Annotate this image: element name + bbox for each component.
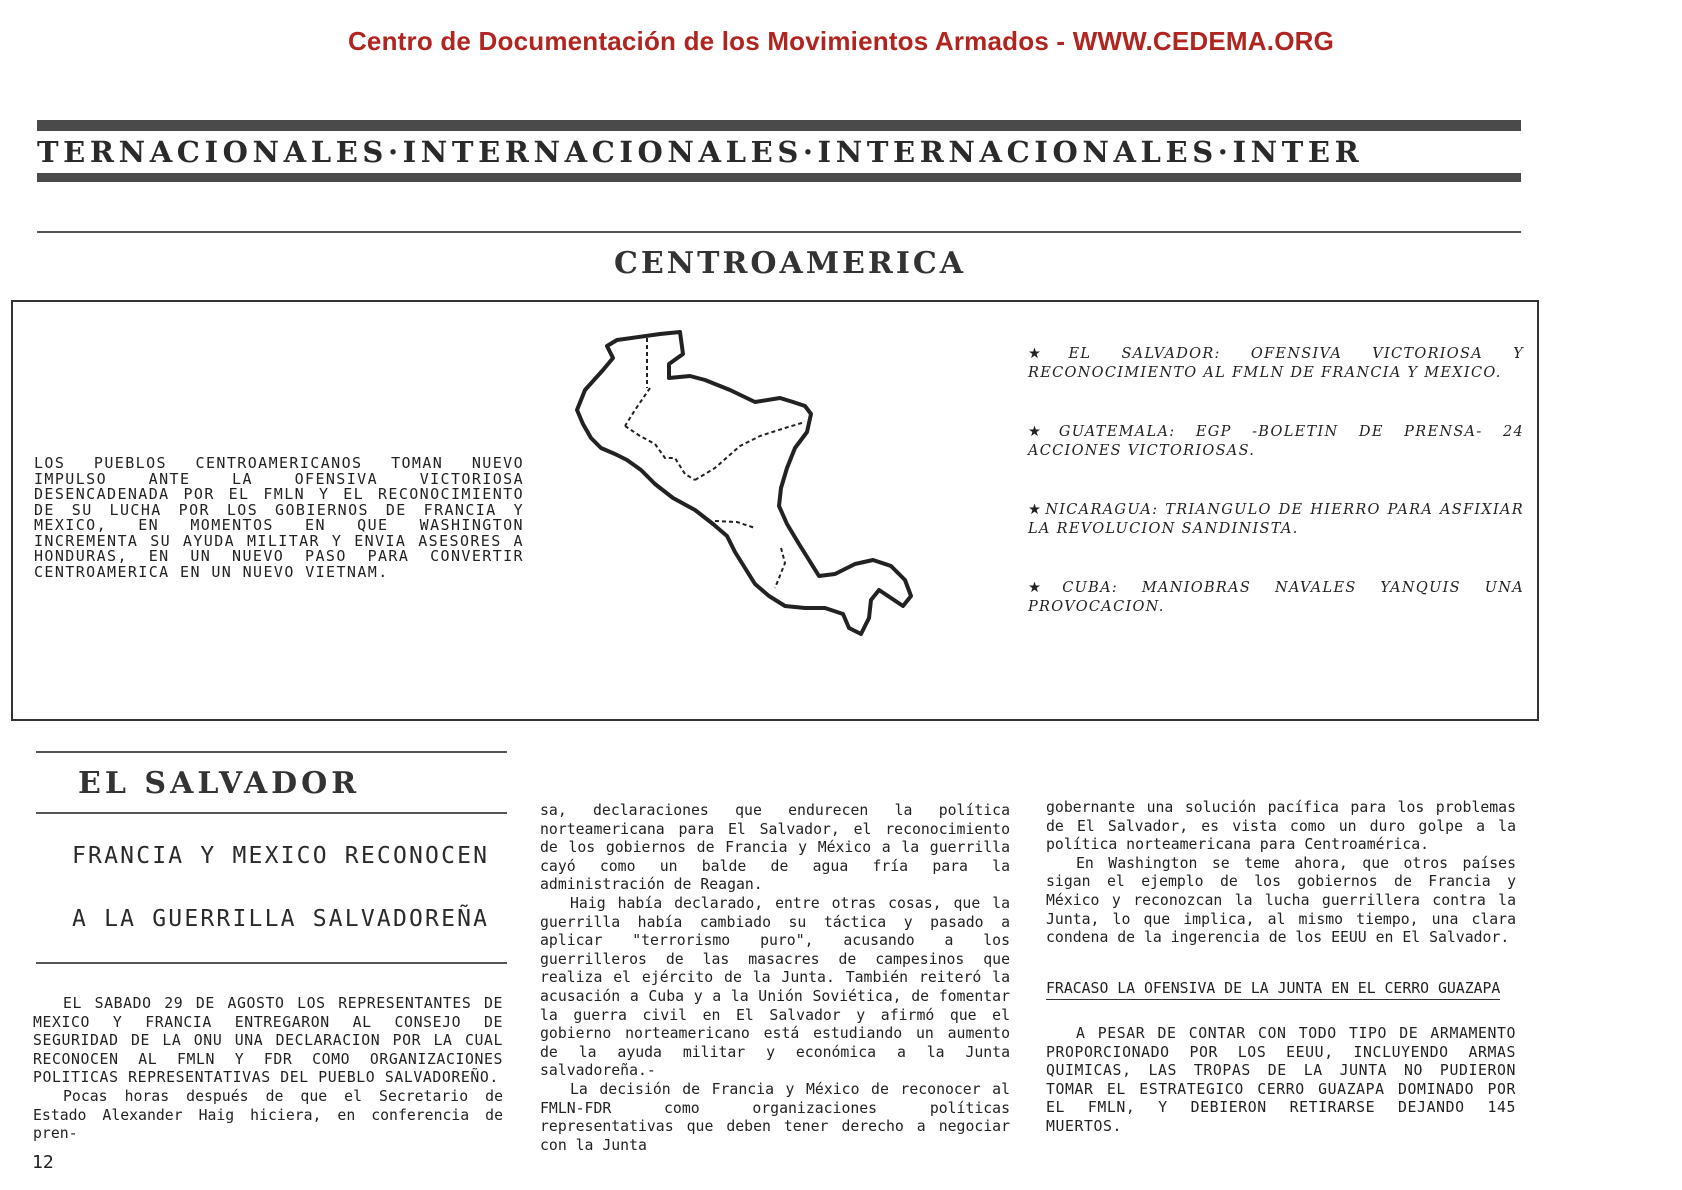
- section-title: CENTROAMERICA: [613, 246, 967, 281]
- banner-bottom-bar: [37, 173, 1521, 182]
- article-section-title: EL SALVADOR: [78, 766, 361, 801]
- article-headline-line1: FRANCIA Y MEXICO RECONOCEN: [72, 843, 490, 869]
- article-headline-line2: A LA GUERRILLA SALVADOREÑA: [72, 906, 490, 932]
- article-paragraph: sa, declaraciones que endurecen la política norteamericana para El Salvador, el reconocimiento de los gobiernos de Francia y México a la guerrilla cayó como un balde de agua fría para la administración de Reagan.: [540, 802, 1010, 894]
- headline-item: ★ EL SALVADOR: OFENSIVA VICTORIOSA Y RECONOCIMIENTO AL FMLN DE FRANCIA Y MEXICO.: [1028, 346, 1524, 381]
- article-column-3-continued: [1046, 1025, 1516, 1137]
- border-lines: [625, 338, 805, 588]
- article-column-1: [33, 995, 503, 1144]
- article-paragraph: Pocas horas después de que el Secretario de Estado Alexander Haig hiciera, en conferencia de pren-: [33, 1087, 503, 1143]
- article-paragraph: EL SABADO 29 DE AGOSTO LOS REPRESENTANTES DE MEXICO Y FRANCIA ENTREGARON AL CONSEJO DE SEGURIDAD DE LA ONU UNA DECLARACION POR LA CUAL RECONOCEN AL FMLN Y FDR COMO ORGANIZACIONES POLITICAS REPRESENTATIVAS DEL PUEBLO SALVADOREÑO.: [33, 995, 503, 1087]
- star-icon: ★: [1028, 346, 1067, 362]
- headline-item: ★ NICARAGUA: TRIANGULO DE HIERRO PARA ASFIXIAR LA REVOLUCION SANDINISTA.: [1028, 502, 1524, 537]
- article-subheading: FRACASO LA OFENSIVA DE LA JUNTA EN EL CERRO GUAZAPA: [1046, 980, 1500, 1000]
- divider-line: [36, 962, 507, 964]
- article-column-2: [540, 802, 1010, 1155]
- divider-line: [37, 231, 1521, 233]
- article-paragraph: En Washington se teme ahora, que otros países sigan el ejemplo de los gobiernos de Francia y México y reconozcan la lucha guerrillera contra la Junta, lo que implica, al mismo tiempo, una clara condena de la ingerencia de los EEUU en El Salvador.: [1046, 854, 1516, 947]
- banner-text: TERNACIONALES·INTERNACIONALES·INTERNACIONALES·INTER: [37, 135, 1364, 169]
- star-icon: ★: [1028, 424, 1057, 440]
- article-paragraph: La decisión de Francia y México de reconocer al FMLN-FDR como organizaciones políticas representativas que deben tener derecho a negociar con la Junta: [540, 1080, 1010, 1154]
- map-outline: [577, 332, 911, 634]
- headline-item: ★ CUBA: MANIOBRAS NAVALES YANQUIS UNA PROVOCACION.: [1028, 580, 1524, 615]
- section-banner: [37, 120, 1521, 182]
- article-paragraph: gobernante una solución pacífica para los problemas de El Salvador, es vista como un duro golpe a la política norteamericana para Centroamérica.: [1046, 799, 1516, 854]
- star-icon: ★: [1028, 580, 1061, 596]
- headline-item: ★ GUATEMALA: EGP -BOLETIN DE PRENSA- 24 ACCIONES VICTORIOSAS.: [1028, 424, 1524, 459]
- divider-line: [36, 812, 507, 814]
- intro-paragraph: LOS PUEBLOS CENTROAMERICANOS TOMAN NUEVO IMPULSO ANTE LA OFENSIVA VICTORIOSA DESENCADENADA POR EL FMLN Y EL RECONOCIMIENTO DE SU LUCHA POR LOS GOBIERNOS DE FRANCIA Y MEXICO, EN MOMENTOS EN QUE WASHINGTON INCREMENTA SU AYUDA MILITAR Y ENVIA ASESORES A HONDURAS, EN UN NUEVO PASO PARA CONVERTIR CENTROAMERICA EN UN NUEVO VIETNAM.: [34, 454, 524, 581]
- divider-line: [36, 751, 507, 753]
- star-icon: ★: [1028, 502, 1044, 518]
- headlines-list: [1028, 345, 1524, 657]
- central-america-map: [555, 328, 995, 658]
- article-paragraph: Haig había declarado, entre otras cosas, que la guerrilla había cambiado su táctica y pasado a aplicar "terrorismo puro", acusando a los guerrilleros de las masacres de campesinos que realiza el ejército de la Junta. También reiteró la acusación a Cuba y a la Unión Soviética, de fomentar la guerra civil en El Salvador y afirmó que el gobierno norteamericano está estudiando un aumento de la ayuda militar y económica a la Junta salvadoreña.-: [540, 894, 1010, 1080]
- page-number: 12: [32, 1152, 54, 1173]
- source-header-link[interactable]: Centro de Documentación de los Movimientos Armados - WWW.CEDEMA.ORG: [347, 26, 1335, 56]
- article-paragraph: A PESAR DE CONTAR CON TODO TIPO DE ARMAMENTO PROPORCIONADO POR LOS EEUU, INCLUYENDO ARMAS QUIMICAS, LAS TROPAS DE LA JUNTA NO PUDIERON TOMAR EL ESTRATEGICO CERRO GUAZAPA DOMINADO POR EL FMLN, Y DEBIERON RETIRARSE DEJANDO 145 MUERTOS.: [1046, 1025, 1516, 1135]
- banner-top-bar: [37, 120, 1521, 131]
- article-column-3: [1046, 799, 1516, 948]
